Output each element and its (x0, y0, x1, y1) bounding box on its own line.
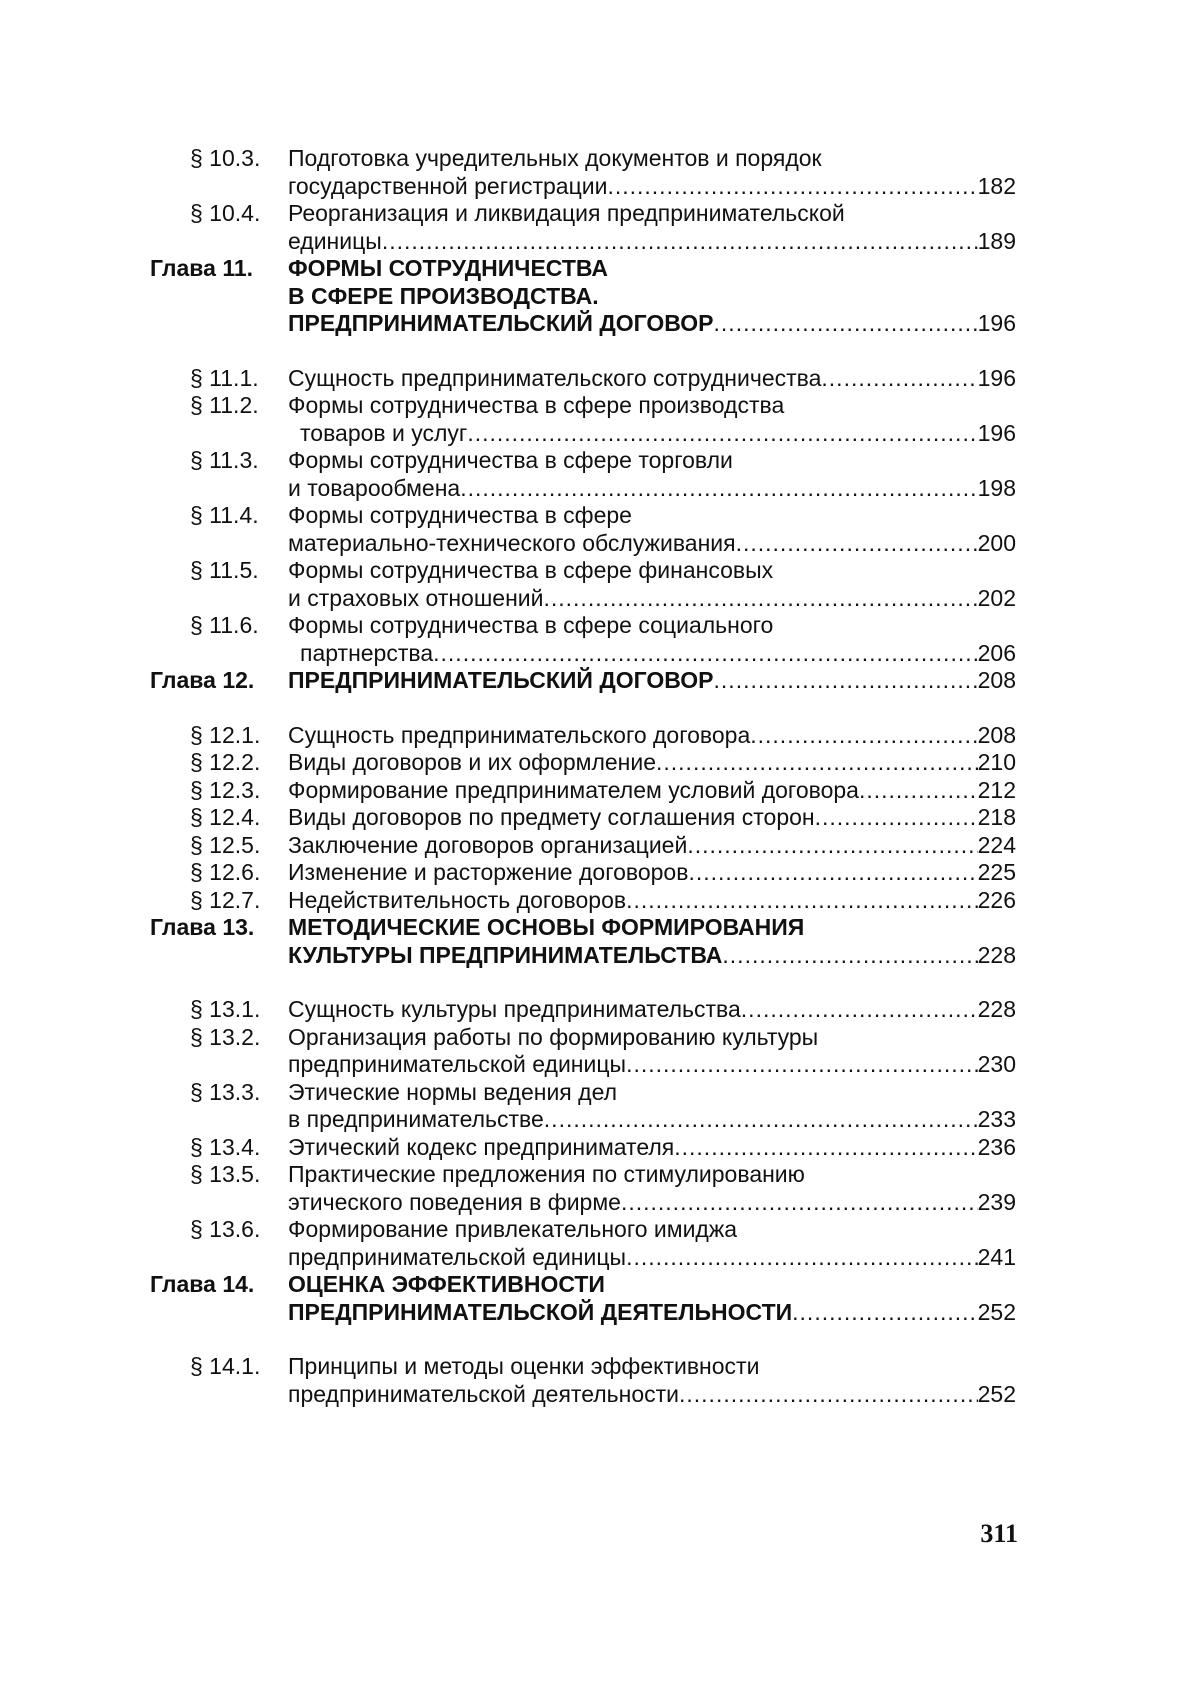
title-line: ПРЕДПРИНИМАТЕЛЬСКИЙ ДОГОВОР (288, 667, 714, 693)
title-last-line (288, 475, 1016, 503)
toc-section-entry (150, 557, 1016, 612)
dot-leader (741, 996, 978, 1024)
dot-leader (674, 1134, 977, 1162)
title-line: Формирование привлекательного имиджа (288, 1216, 738, 1242)
entry-title (288, 200, 1016, 255)
title-line: Этический кодекс предпринимателя (288, 1133, 675, 1160)
chapter-number: Глава 12. (150, 667, 255, 693)
title-line: единицы (288, 227, 382, 254)
entry-title (288, 804, 1016, 832)
title-line: Сущность предпринимательского сотрудничества (288, 364, 822, 391)
entry-title (288, 557, 1016, 612)
title-line: Практические предложения по стимулированию (288, 1161, 805, 1187)
title-last-line (288, 832, 1016, 860)
toc-section-entry (150, 392, 1016, 447)
page-reference: 226 (977, 886, 1016, 913)
entry-title (288, 365, 1016, 393)
page-reference: 224 (977, 831, 1016, 858)
dot-leader (736, 530, 978, 558)
title-line: Формы сотрудничества в сфере социального (288, 612, 774, 638)
title-line: МЕТОДИЧЕСКИЕ ОСНОВЫ ФОРМИРОВАНИЯ (288, 914, 805, 940)
chapter-number: Глава 13. (150, 914, 255, 940)
toc-section-entry (150, 859, 1016, 887)
section-number: § 13.5. (190, 1161, 261, 1187)
title-last-line (288, 804, 1016, 832)
dot-leader (722, 942, 977, 970)
title-line: Формы сотрудничества в сфере торговли (288, 447, 733, 473)
page-reference: 208 (977, 721, 1016, 748)
title-line: Формы сотрудничества в сфере производства (288, 392, 785, 418)
entry-title (288, 612, 1016, 667)
toc-section-entry (150, 722, 1016, 750)
title-line: государственной регистрации (288, 172, 608, 199)
page-reference: 196 (977, 364, 1016, 391)
toc-section-entry (150, 365, 1016, 393)
page-reference: 218 (977, 804, 1016, 830)
dot-leader (687, 832, 977, 860)
dot-leader (467, 420, 977, 448)
page-reference: 230 (977, 1051, 1016, 1077)
dot-leader (433, 640, 977, 668)
title-last-line (288, 585, 1016, 613)
page-reference: 202 (977, 584, 1016, 611)
page-reference: 196 (977, 419, 1016, 446)
entry-title (288, 502, 1016, 557)
title-last-line (288, 173, 1016, 201)
title-last-line (288, 310, 1016, 338)
dot-leader (688, 859, 977, 887)
entry-title (288, 996, 1016, 1024)
toc-chapter-entry (150, 667, 1016, 695)
title-line: Формирование предпринимателем условий договора (288, 776, 859, 803)
entry-title (288, 1079, 1016, 1134)
toc-section-entry (150, 145, 1016, 200)
title-last-line (288, 1134, 1016, 1162)
title-line: ПРЕДПРИНИМАТЕЛЬСКОЙ ДЕЯТЕЛЬНОСТИ (288, 1298, 793, 1325)
page-reference: 200 (977, 529, 1016, 556)
section-number: § 11.1. (190, 364, 259, 391)
page-reference: 196 (977, 310, 1016, 336)
dot-leader (714, 667, 978, 695)
entry-title (288, 749, 1016, 777)
section-number: § 12.6. (190, 859, 261, 885)
toc-section-entry (150, 749, 1016, 777)
section-number: § 10.3. (190, 145, 261, 171)
entry-title (288, 1161, 1016, 1216)
toc-chapter-entry (150, 914, 1016, 969)
section-number: § 13.2. (190, 1023, 261, 1050)
section-number: § 10.4. (190, 200, 261, 226)
title-line: ОЦЕНКА ЭФФЕКТИВНОСТИ (288, 1271, 605, 1297)
chapter-number: Глава 14. (150, 1271, 255, 1297)
title-line: Формы сотрудничества в сфере финансовых (288, 557, 774, 583)
title-last-line (288, 777, 1016, 805)
title-last-line (288, 722, 1016, 750)
section-number: § 12.2. (190, 749, 261, 775)
entry-title (288, 832, 1016, 860)
dot-leader (714, 310, 978, 338)
toc-section-entry (150, 777, 1016, 805)
entry-title (288, 1353, 1016, 1408)
title-line: предпринимательской единицы (288, 1243, 627, 1270)
title-line: Недействительность договоров (288, 886, 627, 913)
page-reference: 236 (977, 1133, 1016, 1160)
page-reference: 198 (977, 474, 1016, 501)
title-line: ФОРМЫ СОТРУДНИЧЕСТВА (288, 255, 608, 281)
toc-section-entry (150, 1079, 1016, 1134)
title-last-line (288, 1244, 1016, 1272)
dot-leader (656, 749, 978, 777)
title-last-line (288, 1189, 1016, 1217)
entry-title (288, 447, 1016, 502)
title-line: и товарообмена (288, 474, 461, 501)
title-line: Виды договоров по предмету соглашения сторон (288, 804, 815, 830)
dot-leader (792, 1299, 977, 1327)
dot-leader (626, 1244, 978, 1272)
title-line: товаров и услуг (300, 419, 468, 446)
chapter-number: Глава 11. (150, 255, 254, 281)
title-last-line (288, 749, 1016, 777)
dot-leader (621, 1189, 978, 1217)
page-reference: 182 (977, 172, 1016, 199)
toc-section-entry (150, 1161, 1016, 1216)
title-last-line (288, 1381, 1016, 1409)
entry-title (288, 667, 1016, 695)
toc-section-entry (150, 502, 1016, 557)
title-last-line (288, 530, 1016, 558)
section-number: § 13.1. (190, 996, 261, 1022)
toc-section-entry (150, 1024, 1016, 1079)
entry-title (288, 255, 1016, 338)
section-number: § 11.5. (190, 557, 259, 583)
section-number: § 12.5. (190, 831, 261, 858)
title-last-line (288, 667, 1016, 695)
entry-title (288, 1024, 1016, 1079)
entry-title (288, 887, 1016, 915)
entry-title (288, 145, 1016, 200)
dot-leader (750, 722, 977, 750)
entry-title (288, 914, 1016, 969)
page-reference: 228 (977, 996, 1016, 1022)
dot-leader (859, 777, 978, 805)
dot-leader (460, 475, 977, 503)
title-line: Изменение и расторжение договоров (288, 859, 689, 885)
section-number: § 12.7. (190, 886, 261, 913)
entry-title (288, 1271, 1016, 1326)
title-line: Заключение договоров организацией (288, 831, 688, 858)
entry-title (288, 722, 1016, 750)
toc-section-entry (150, 804, 1016, 832)
title-line: КУЛЬТУРЫ ПРЕДПРИНИМАТЕЛЬСТВА (288, 941, 723, 968)
toc-section-entry (150, 996, 1016, 1024)
section-number: § 13.3. (190, 1078, 261, 1105)
title-line: Сущность культуры предпринимательства (288, 996, 741, 1022)
title-line: Формы сотрудничества в сфере (288, 502, 632, 528)
title-last-line (288, 859, 1016, 887)
toc-section-entry (150, 200, 1016, 255)
dot-leader (543, 585, 977, 613)
title-last-line (288, 1106, 1016, 1134)
table-of-contents (150, 145, 1016, 1408)
page-reference: 241 (977, 1243, 1016, 1270)
title-line: этического поведения в фирме (288, 1188, 621, 1215)
dot-leader (382, 228, 978, 256)
entry-title (288, 859, 1016, 887)
page-reference: 239 (977, 1188, 1016, 1215)
page-reference: 189 (977, 227, 1016, 254)
title-last-line (288, 942, 1016, 970)
page-reference: 212 (977, 776, 1016, 803)
dot-leader (626, 1051, 978, 1079)
dot-leader (544, 1106, 978, 1134)
title-last-line (288, 420, 1016, 448)
toc-section-entry (150, 612, 1016, 667)
section-number: § 11.2. (190, 392, 259, 418)
title-line: предпринимательской деятельности (288, 1380, 679, 1407)
title-line: партнерства (300, 639, 434, 666)
page-reference: 233 (977, 1106, 1016, 1132)
section-number: § 12.4. (190, 804, 261, 830)
dot-leader (821, 365, 977, 393)
title-last-line (288, 1051, 1016, 1079)
section-number: § 12.1. (190, 721, 261, 748)
title-line: ПРЕДПРИНИМАТЕЛЬСКИЙ ДОГОВОР (288, 310, 714, 336)
page-reference: 210 (977, 749, 1016, 775)
section-number: § 11.4. (190, 502, 259, 528)
entry-title (288, 392, 1016, 447)
section-number: § 11.3. (190, 447, 259, 473)
toc-section-entry (150, 1216, 1016, 1271)
dot-leader (679, 1381, 978, 1409)
title-last-line (288, 887, 1016, 915)
dot-leader (815, 804, 978, 832)
toc-chapter-entry (150, 255, 1016, 338)
title-line: материально-технического обслуживания (288, 529, 736, 556)
section-number: § 14.1. (190, 1353, 261, 1379)
page-reference: 206 (977, 639, 1016, 666)
section-number: § 11.6. (190, 612, 259, 638)
title-line: Принципы и методы оценки эффективности (288, 1353, 760, 1379)
title-line: Сущность предпринимательского договора (288, 721, 751, 748)
title-line: Реорганизация и ликвидация предпринимательской (288, 200, 845, 226)
entry-title (288, 1134, 1016, 1162)
toc-section-entry (150, 1353, 1016, 1408)
title-last-line (288, 365, 1016, 393)
title-line: В СФЕРЕ ПРОИЗВОДСТВА. (288, 282, 599, 309)
title-line: Подготовка учредительных документов и порядок (288, 145, 822, 171)
entry-title (288, 777, 1016, 805)
title-line: предпринимательской единицы (288, 1051, 627, 1077)
page-number: 311 (980, 1519, 1018, 1548)
toc-section-entry (150, 887, 1016, 915)
title-line: Виды договоров и их оформление (288, 749, 656, 775)
section-number: § 13.4. (190, 1133, 261, 1160)
title-last-line (288, 996, 1016, 1024)
dot-leader (607, 173, 977, 201)
title-line: в предпринимательстве (288, 1106, 544, 1132)
title-line: и страховых отношений (288, 584, 544, 611)
page-reference: 228 (977, 941, 1016, 968)
toc-section-entry (150, 447, 1016, 502)
section-number: § 12.3. (190, 776, 261, 803)
page-reference: 208 (977, 667, 1016, 693)
page-reference: 252 (977, 1380, 1016, 1407)
toc-section-entry (150, 832, 1016, 860)
toc-chapter-entry (150, 1271, 1016, 1326)
page-reference: 225 (977, 859, 1016, 885)
toc-section-entry (150, 1134, 1016, 1162)
title-line: Организация работы по формированию культуры (288, 1023, 819, 1050)
dot-leader (626, 887, 978, 915)
title-last-line (288, 1299, 1016, 1327)
entry-title (288, 1216, 1016, 1271)
page-reference: 252 (977, 1298, 1016, 1325)
title-line: Этические нормы ведения дел (288, 1078, 618, 1105)
section-number: § 13.6. (190, 1216, 261, 1242)
title-last-line (288, 640, 1016, 668)
title-last-line (288, 228, 1016, 256)
